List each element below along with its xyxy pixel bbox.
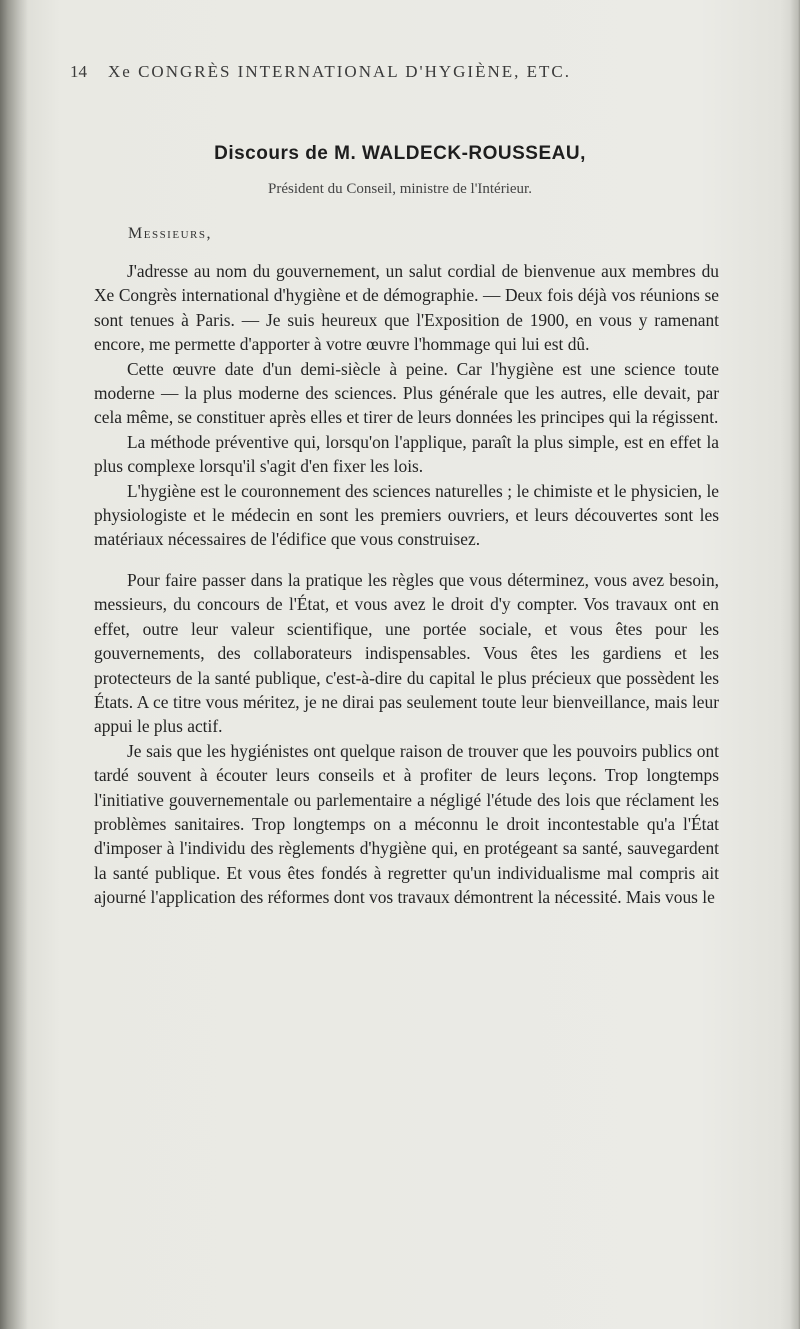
- page-number: 14: [70, 62, 87, 81]
- salutation: Messieurs,: [128, 225, 212, 242]
- paragraph: La méthode préventive qui, lorsqu'on l'applique, paraît la plus simple, est en effet la plus complexe lorsqu'il s'agit d'en fixer les lois.: [94, 431, 719, 477]
- paragraph: L'hygiène est le couronnement des sciences naturelles ; le chimiste et le physicien, le physiologiste et le médecin en sont les premiers ouvriers, et leurs découvertes sont les matériaux nécessaires de l'édifice que vous construisez.: [94, 480, 719, 550]
- running-head-text: Xe CONGRÈS INTERNATIONAL D'HYGIÈNE, ETC.: [108, 62, 571, 81]
- speech-title: Discours de M. WALDECK-ROUSSEAU,: [214, 143, 586, 164]
- page-edge-shadow: [790, 0, 800, 1329]
- paragraph: Je sais que les hygiénistes ont quelque raison de trouver que les pouvoirs publics ont tardé souvent à écouter leurs conseils et à profiter de leurs leçons. Trop longtemps l'initiative gouvernementale ou parlementaire a négligé l'étude des lois que réclament les problèmes sanitaires. Trop longtemps on a méconnu le droit incontestable qu'a l'État d'imposer à l'individu des règlements d'hygiène qui, en protégeant sa santé, sauvegardent la santé publique. Et vous êtes fondés à regretter qu'un individualisme mal compris ait ajourné l'application des réformes dont vos travaux démontrent la nécessité. Mais vous le: [94, 740, 719, 908]
- speaker-role: Président du Conseil, ministre de l'Intérieur.: [268, 181, 532, 197]
- book-spine-shadow: [0, 0, 28, 1329]
- paragraph: Pour faire passer dans la pratique les règles que vous déterminez, vous avez besoin, messieurs, du concours de l'État, et vous avez le droit d'y compter. Vos travaux ont en effet, outre leur valeur scientifique, une portée sociale, et vous êtes pour les gouvernements, des collaborateurs indispensables. Vous êtes les gardiens et les protecteurs de la santé publique, c'est-à-dire du capital le plus précieux que possèdent les États. A ce titre vous méritez, je ne dirai pas seulement toute leur bienveillance, mais leur appui le plus actif.: [94, 569, 719, 737]
- paragraph: Cette œuvre date d'un demi-siècle à peine. Car l'hygiène est une science toute moderne — la plus moderne des sciences. Plus générale que les autres, elle devait, par cela même, se constituer après elles et tirer de leurs données les principes qui la régissent.: [94, 358, 719, 428]
- speech-body: [94, 259, 719, 910]
- running-head: [70, 62, 770, 82]
- paragraph: J'adresse au nom du gouvernement, un salut cordial de bienvenue aux membres du Xe Congrès international d'hygiène et de démographie. — Deux fois déjà vos réunions se sont tenues à Paris. — Je suis heureux que l'Exposition de 1900, en vous y ramenant encore, me permette d'apporter à votre œuvre l'hommage qui lui est dû.: [94, 261, 719, 355]
